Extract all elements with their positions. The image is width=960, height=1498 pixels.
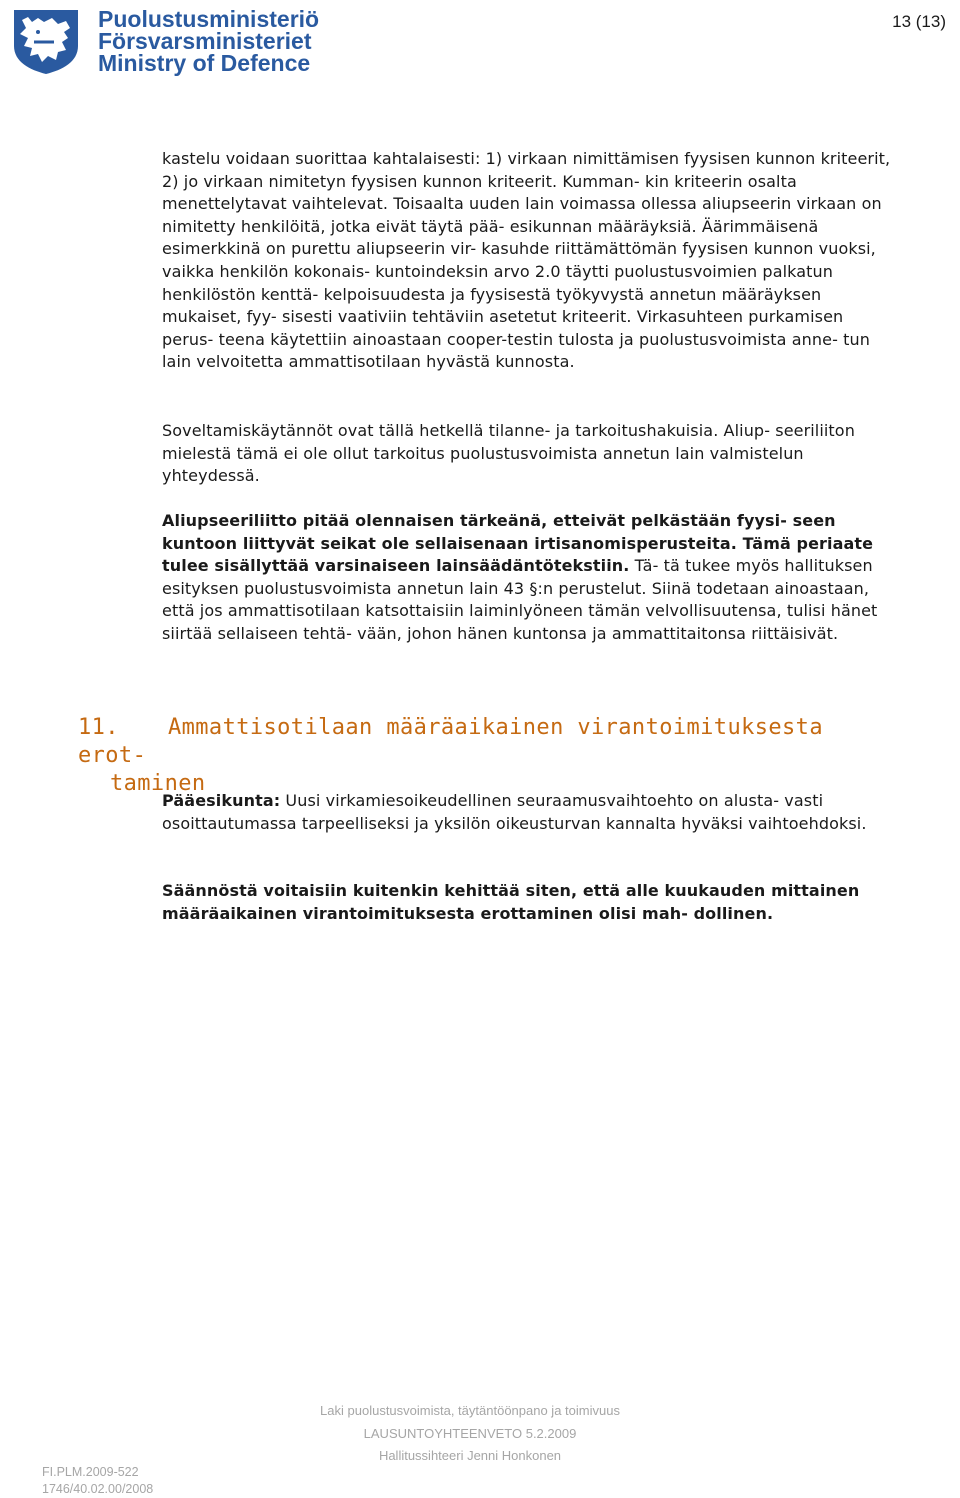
paragraph-2 xyxy=(162,420,894,488)
paragraph-3-regular: Tä- tä tukee myös hallituksen esityksen puolustusvoimista annetun lain 43 §:n perustelut. Siinä todetaan ainoastaan, että jos ammattisotilaan katsottaisiin laiminlyöneen tämän velvollisuutensa, tulisi hänet siirtää sellaiseen tehtä- vään, johon hänen kuntonsa ja ammattitaitonsa riittäisivät. xyxy=(162,556,878,643)
section-paragraph-1-text xyxy=(162,790,894,835)
paragraph-3 xyxy=(162,510,894,646)
footer-reference-2: 1746/40.02.00/2008 xyxy=(42,1482,154,1496)
section-heading xyxy=(78,714,898,798)
page-number: 13 (13) xyxy=(892,12,946,31)
section-paragraph-1-regular: Uusi virkamiesoikeudellinen seuraamusvaihtoehto on alusta- vasti osoittautumassa tarpeelliseksi ja yksilön oikeusturvan kannalta hyväksi vaihtoehdoksi. xyxy=(162,791,867,833)
paragraph-1 xyxy=(162,148,894,374)
paragraph-3-text xyxy=(162,510,894,646)
paragraph-3-bold: Aliupseeriliitto pitää olennaisen tärkeänä, etteivät pelkästään fyysi- seen kuntoon liittyvät seikat ole sellaisenaan irtisanomisperusteita. Tämä periaate tulee sisällyttää varsinaiseen lainsäädäntötekstiin. xyxy=(162,511,874,576)
section-paragraph-1 xyxy=(162,790,894,835)
paragraph-1-text: kastelu voidaan suorittaa kahtalaisesti: 1) virkaan nimittämisen fyysisen kunnon kriteerit, 2) jo virkaan nimitetyn fyysisen kunnon kriteerit. Kumman- kin kriteerin osalta menettelytavat vaihtelevat. Toisaalta uuden lain voimassa ollessa aliupseerin virkaan on nimitetty henkilöitä, jotka eivät täytä pää- esikunnan määräyksiä. Äärimmäisenä esimerkkinä on purettu aliupseerin vir- kasuhde riittämättömän fyysisen kunnon vuoksi, vaikka henkilön kokonais- kuntoindeksin arvo 2.0 täytti puolustusvoimien palkatun henkilöstön kenttä- kelpoisuudesta ja fyysisestä työkyvystä annetun määräyksen mukaiset, fyy- sisesti vaativiin tehtäviin asetetut kriteerit. Virkasuhteen purkamisen perus- teena käytettiin ainoastaan cooper-testin tulosta ja puolustusvoimista anne- tun lain velvoitetta ammattisotilaan hyvästä kunnosta. xyxy=(162,149,891,372)
logo-line-finnish: Puolustusministeriö xyxy=(98,6,320,32)
logo-line-english: Ministry of Defence xyxy=(98,50,311,76)
footer-reference xyxy=(42,1464,153,1498)
footer-reference-1: FI.PLM.2009-522 xyxy=(42,1465,139,1479)
section-title-line1: Ammattisotilaan määräaikainen virantoimituksesta erot- xyxy=(78,715,823,768)
ministry-logo xyxy=(8,6,368,76)
section-number: 11. xyxy=(78,715,119,740)
section-title-line2: taminen xyxy=(110,771,206,796)
footer-title: Laki puolustusvoimista, täytäntöönpano ja toimivuus xyxy=(320,1403,620,1418)
logo-line-swedish: Försvarsministeriet xyxy=(98,28,312,54)
footer-summary: LAUSUNTOYHTEENVETO 5.2.2009 xyxy=(363,1425,577,1441)
section-paragraph-2 xyxy=(162,880,894,925)
finnish-lion-emblem-icon xyxy=(8,6,84,76)
section-paragraph-2-text: Säännöstä voitaisiin kuitenkin kehittää siten, että alle kuukauden mittainen määräaikainen virantoimituksesta erottaminen olisi mah- dollinen. xyxy=(162,881,860,923)
footer-center xyxy=(300,1400,640,1468)
section-label: Pääesikunta: xyxy=(162,791,281,810)
footer-author: Hallitussihteeri Jenni Honkonen xyxy=(378,1448,562,1463)
paragraph-2-text: Soveltamiskäytännöt ovat tällä hetkellä tilanne- ja tarkoitushakuisia. Aliup- seeriliiton mielestä tämä ei ole ollut tarkoitus puolustusvoimista annetun lain valmistelun yhteydessä. xyxy=(162,421,855,486)
